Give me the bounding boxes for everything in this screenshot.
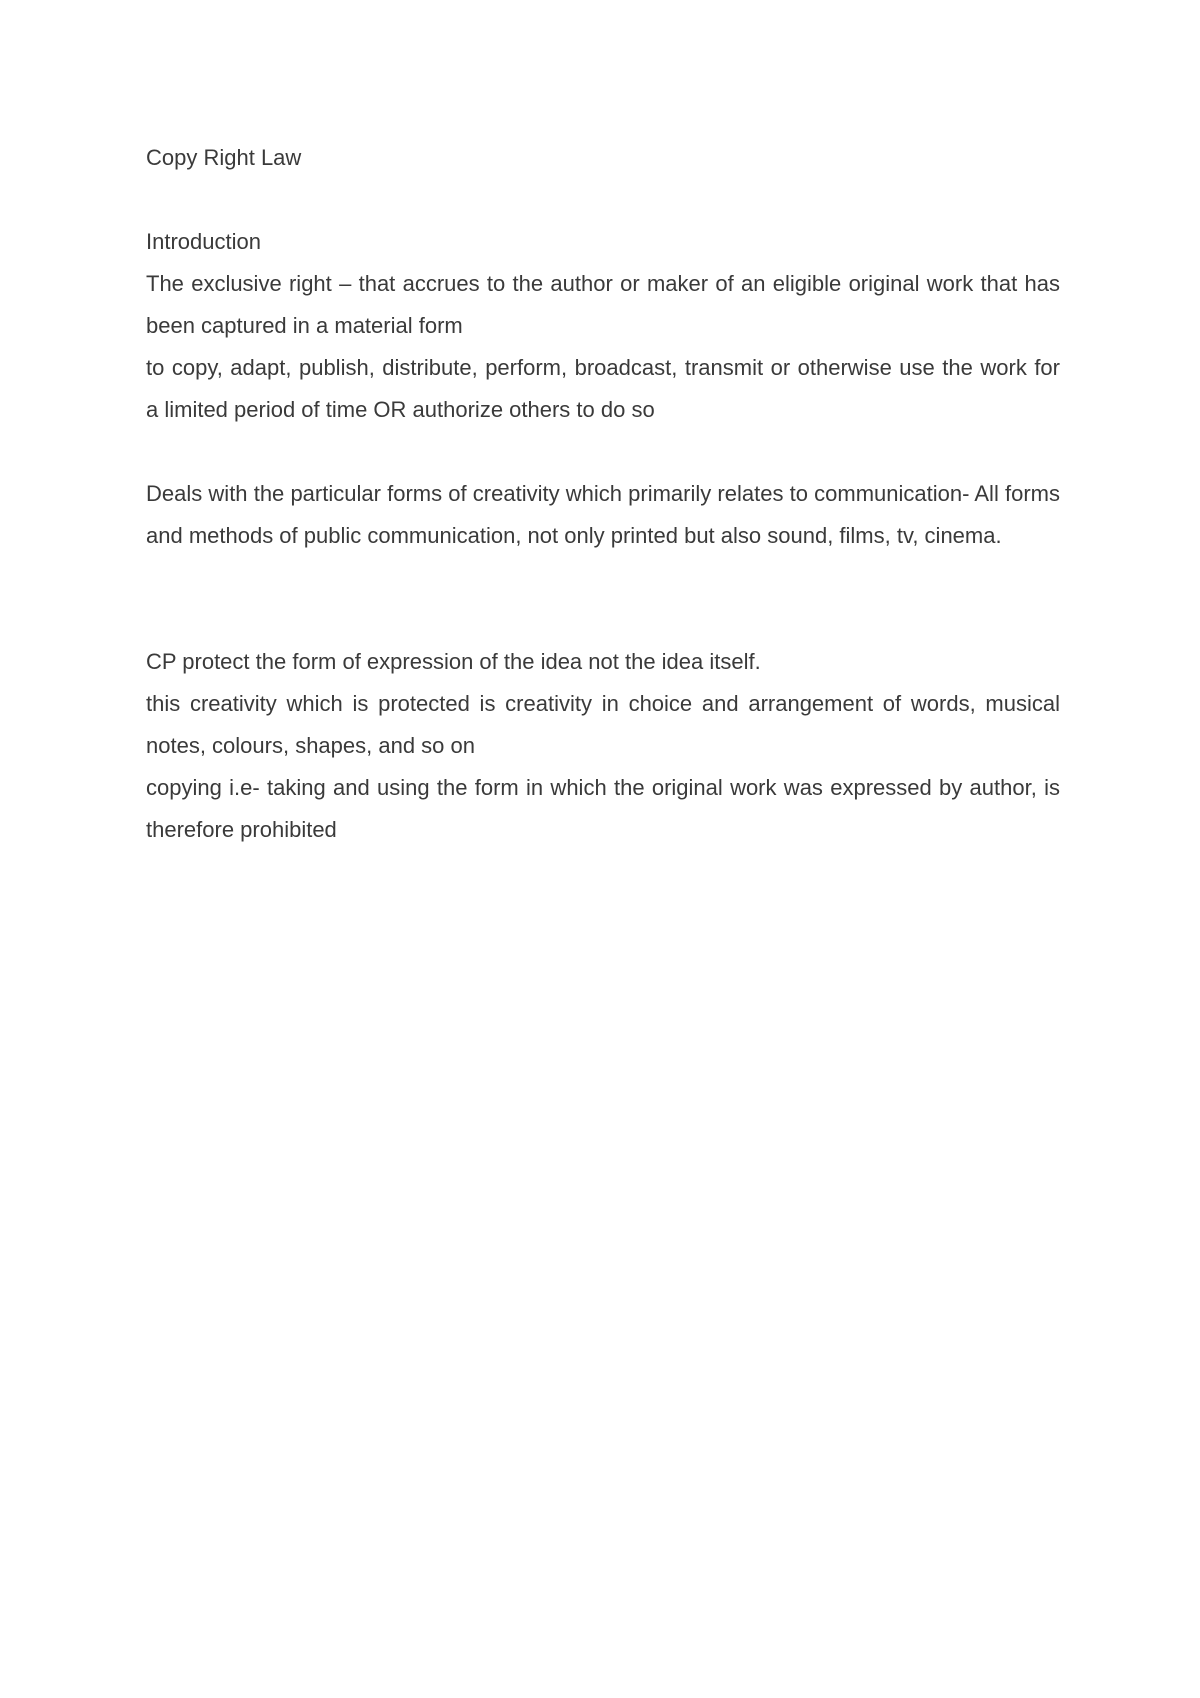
document-body xyxy=(146,137,1060,851)
spacer xyxy=(146,557,1060,641)
section-heading-introduction: Introduction xyxy=(146,229,261,254)
paragraph-definition: The exclusive right – that accrues to the author or maker of an eligible original work that has been captured in a material form xyxy=(146,271,1060,338)
spacer xyxy=(146,179,1060,221)
paragraph-expression: CP protect the form of expression of the idea not the idea itself. xyxy=(146,649,761,674)
paragraph-scope: Deals with the particular forms of creativity which primarily relates to communication- All forms and methods of public communication, not only printed but also sound, films, tv, cinema. xyxy=(146,481,1060,548)
document-title: Copy Right Law xyxy=(146,145,302,170)
paragraph-copying: copying i.e- taking and using the form in which the original work was expressed by author, is therefore prohibited xyxy=(146,775,1060,842)
spacer xyxy=(146,431,1060,473)
paragraph-creativity: this creativity which is protected is creativity in choice and arrangement of words, musical notes, colours, shapes, and so on xyxy=(146,691,1060,758)
paragraph-rights: to copy, adapt, publish, distribute, perform, broadcast, transmit or otherwise use the work for a limited period of time OR authorize others to do so xyxy=(146,355,1060,422)
